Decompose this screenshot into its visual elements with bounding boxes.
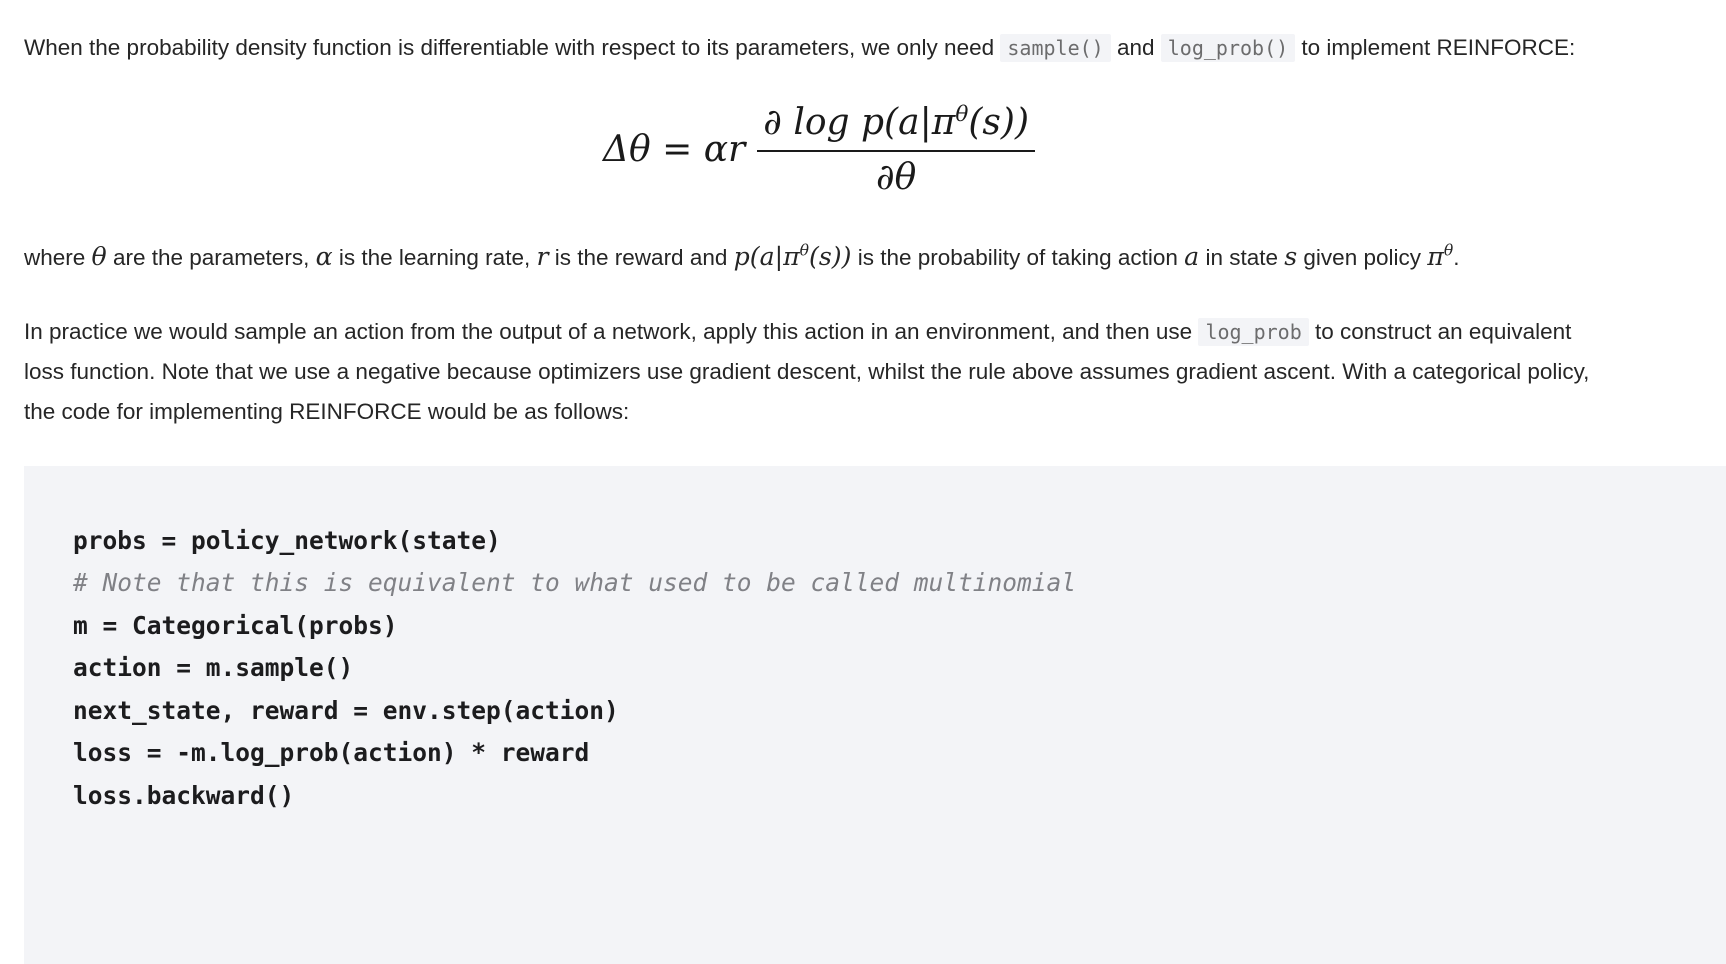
code-line: m = Categorical(probs) — [73, 610, 398, 640]
paragraph-practice: In practice we would sample an action from the output of a network, apply this action in an environment, and then use log_prob to construct an equivalent loss function. Note that we use a negative because optimizers use gradient descent, whilst the rule above assumes gradient ascent. With a categorical policy, the code for implementing REINFORCE would be as follows: — [24, 318, 1590, 424]
formula-lhs: Δθ = αr — [603, 129, 746, 171]
formula-denominator: ∂θ — [875, 157, 917, 199]
code-lines — [73, 520, 1702, 818]
paragraph-intro: When the probability density function is differentiable with respect to its parameters, we only need sample() and log_prob() to implement REINFORCE: — [24, 35, 1576, 60]
inline-math: $p(a|\pi^\theta(s))$ — [733, 241, 852, 271]
formula-numerator: ∂ $\log p(a|\pi^\theta(s))$ — [757, 102, 1035, 152]
code-line: # Note that this is equivalent to what used to be called multinomial — [73, 568, 1077, 598]
inline-math: a — [1184, 241, 1200, 271]
paragraph-where: where θ are the parameters, α is the learning rate, r is the reward and $p(a|\pi^\theta(s))$ is the probability of taking action a in state s given policy $\pi^\theta$. — [24, 241, 1460, 271]
inline-code: sample() — [1000, 34, 1110, 62]
code-line: probs = policy_network(state) — [73, 525, 501, 555]
code-line: loss.backward() — [73, 780, 295, 810]
article-content — [0, 0, 1726, 466]
code-block — [24, 466, 1726, 964]
math-superscript: θ — [1443, 241, 1454, 260]
inline-math: θ — [91, 241, 107, 271]
reinforce-formula — [603, 102, 1035, 198]
math-superscript: θ — [799, 241, 810, 260]
math-superscript: θ — [955, 102, 969, 127]
inline-math: s — [1284, 241, 1298, 271]
inline-code: log_prob() — [1161, 34, 1295, 62]
code-line: loss = -m.log_prob(action) * reward — [73, 738, 590, 768]
code-line: next_state, reward = env.step(action) — [73, 695, 619, 725]
inline-math: α — [315, 241, 333, 271]
formula-fraction — [757, 102, 1035, 198]
formula-block — [24, 102, 1614, 198]
inline-math: $\pi^\theta$ — [1427, 241, 1454, 271]
inline-math: r — [536, 241, 549, 271]
code-line: action = m.sample() — [73, 653, 354, 683]
inline-code: log_prob — [1198, 318, 1308, 346]
